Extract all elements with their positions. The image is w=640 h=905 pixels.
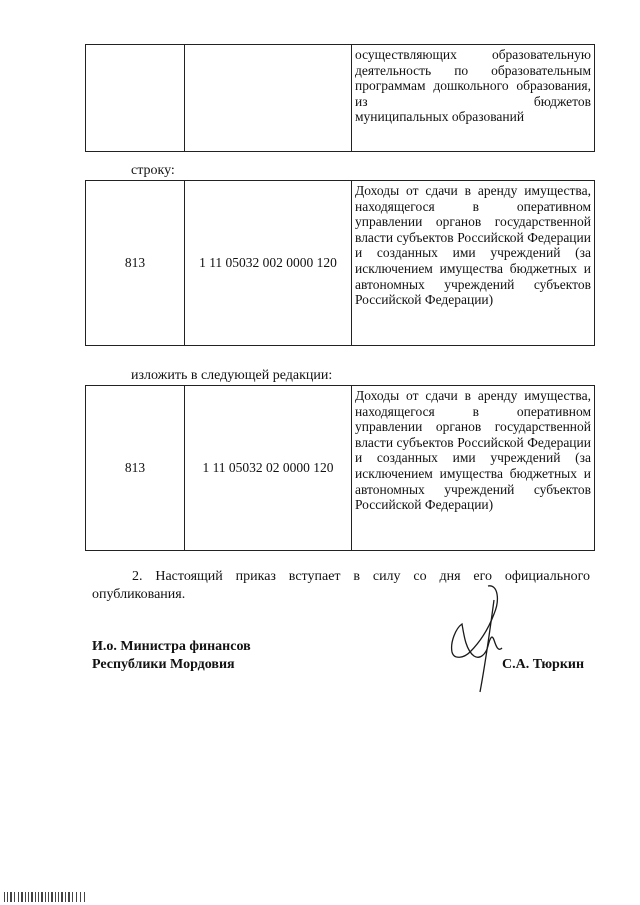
- cell-kbk: 1 11 05032 002 0000 120: [185, 181, 352, 346]
- signatory-title: [92, 638, 251, 674]
- cell-description: [352, 181, 595, 346]
- handwritten-signature: [440, 580, 520, 695]
- desc-line: Доходы от сдачи в аренду: [355, 388, 518, 403]
- table-continued: [85, 44, 595, 152]
- desc-line: оперативном управлении органов: [355, 198, 591, 230]
- table-old-row: [85, 180, 595, 346]
- desc-line: ими учреждений (за исключением: [355, 245, 592, 276]
- desc-line-last: муниципальных образований: [355, 109, 525, 125]
- cell-kbk: 1 11 05032 02 0000 120: [185, 386, 352, 551]
- desc-line: программам дошкольного: [355, 78, 509, 94]
- cell-code: 813: [86, 386, 185, 551]
- desc-line-last: Российской Федерации): [355, 497, 494, 513]
- desc-line: автономных учреждений субъектов: [355, 481, 591, 497]
- label-row: строку:: [131, 163, 175, 178]
- table-new-row: [85, 385, 595, 551]
- desc-line: имущества бюджетных и: [439, 465, 591, 481]
- desc-line: деятельность по образовательным: [355, 62, 591, 78]
- signatory-name: С.А. Тюркин: [502, 657, 585, 672]
- barcode-mark: [4, 892, 86, 902]
- cell-description: [352, 386, 595, 551]
- desc-line: имущества, находящегося в: [355, 388, 591, 419]
- table-row: [86, 45, 595, 152]
- signatory-title-line: Республики Мордовия: [92, 657, 235, 672]
- cell-description: [352, 45, 595, 152]
- desc-line: Доходы от сдачи в аренду: [355, 183, 518, 198]
- desc-line: ими учреждений (за исключением: [355, 450, 592, 481]
- desc-line: образования, из бюджетов: [355, 78, 591, 109]
- desc-line: автономных учреждений субъектов: [355, 276, 591, 292]
- desc-line-last: Российской Федерации): [355, 292, 494, 308]
- cell-code: 813: [86, 181, 185, 346]
- cell-kbk: [185, 45, 352, 152]
- cell-code: [86, 45, 185, 152]
- desc-line: имущества бюджетных и: [439, 260, 591, 276]
- table-row: [86, 386, 595, 551]
- signatory-title-line: И.о. Министра финансов: [92, 639, 251, 654]
- table-row: [86, 181, 595, 346]
- desc-line: Российской Федерации и созданных: [355, 229, 591, 261]
- paragraph-effective: 2. Настоящий приказ вступает в силу со дня его официального опубликования.: [92, 569, 590, 602]
- desc-line: государственной власти субъектов: [355, 214, 591, 245]
- desc-line: оперативном управлении органов: [355, 403, 591, 435]
- desc-line: осуществляющих образовательную: [355, 47, 591, 62]
- desc-line: имущества, находящегося в: [355, 183, 591, 214]
- label-edit: изложить в следующей редакции:: [131, 368, 333, 383]
- desc-line: Российской Федерации и созданных: [355, 434, 591, 466]
- desc-line: государственной власти субъектов: [355, 419, 591, 450]
